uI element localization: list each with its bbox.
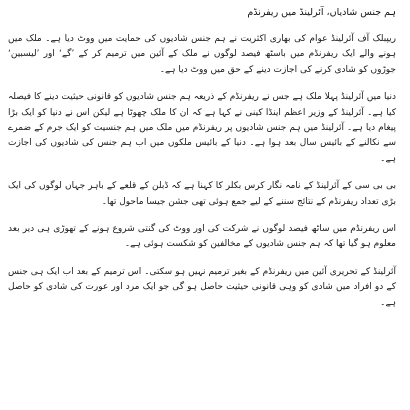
paragraph-first-country: دنیا میں آئرلینڈ پہلا ملک ہے جس نے ریفرنڈم کے ذریعہ ہم جنس شادیوں کو قانونی حیثیت دینے کا فیصلہ کیا ہے۔ آئرلینڈ کے وزیر اعظم اینڈا کینی نے کہا ہے کہ ان کا ملک چھوٹا ہے لیکن اس نے دنیا کو ایک بڑا پیغام دیا ہے۔ آئرلینڈ میں ہم جنس شادیوں پر ریفرنڈم میں ملک میں ہم جنسیت کو ایک جرم کے ضمرے سے نکالنے کے بائیس سال بعد ہوا ہے۔ دنیا کے بائیس ملکوں میں اب ہم جنس کی شادیوں کی اجازت ہے۔: [8, 92, 396, 164]
paragraph-constitution: آئرلینڈ کے تحریری آئین میں ریفرنڈم کے بغیر ترمیم نہیں ہو سکتی۔ اس ترمیم کے بعد اب ایک ہی جنس کے دو افراد میں شادی کو وہی قانونی حیثیت حاصل ہو گی جو ایک مرد اور عورت کی شادی کو حاصل ہے۔: [8, 266, 396, 308]
paragraph-turnout: اس ریفرنڈم میں ساٹھ فیصد لوگوں نے شرکت کی اور ووٹ کی گنتی شروع ہونے کے تھوڑی ہی دیر بعد معلوم ہو گیا تھا کہ ہم جنس شادیوں کے مخالفین کو شکست ہوئی ہے۔: [8, 224, 396, 250]
paragraph-referendum-result: ریپبلک آف آئرلینڈ عوام کی بھاری اکثریت نے ہم جنس شادیوں کی حمایت میں ووٹ دیا ہے۔ ملک میں ہونے والے ایک ریفرنڈم میں باسٹھ فیصد لوگوں نے ملک کے آئین میں ترمیم کر کے ’گے‘ اور ’لیسبین‘ جوڑوں کو شادی کرنے کی اجازت دینے کے حق میں ووٹ دیا ہے۔: [8, 34, 396, 75]
paragraph-dublin-celebration: بی بی سی کے آئرلینڈ کے نامہ نگار کرس بکلر کا کہنا ہے کہ ڈبلن کے قلعے کے باہر جہاں لوگوں کی ایک بڑی تعداد ریفرنڈم کے نتائج سننے کے لیے جمع ہوئی تھی جشن جیسا ماحول تھا۔: [8, 181, 396, 207]
article-title: ہم جنس شادیاں، آئرلینڈ میں ریفرنڈم: [247, 7, 396, 18]
